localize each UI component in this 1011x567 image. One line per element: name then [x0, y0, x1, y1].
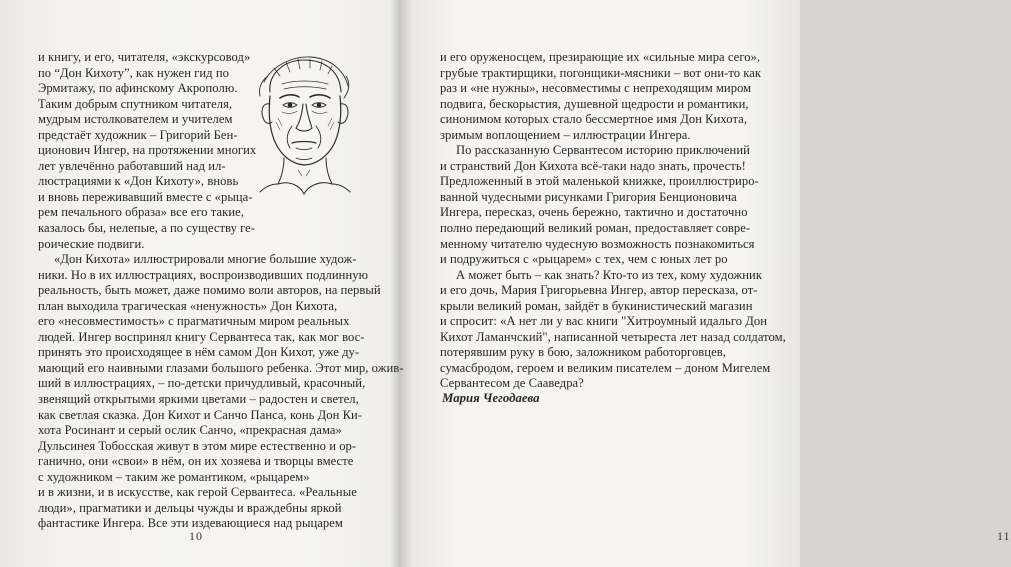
- text-line: лет увлечённо работавший над ил-: [38, 158, 226, 173]
- text-line: хота Росинант и серый ослик Санчо, «прекрасная дама»: [38, 423, 342, 438]
- text-line: казалось бы, нелепые, а по существу ге-: [38, 221, 256, 236]
- text-line: предстаёт художник – Григорий Бен-: [38, 127, 238, 142]
- text-line: Эрмитажу, по афинскому Акрополю.: [38, 81, 238, 96]
- text-line: раз и «не нужны», несовместимы с непреходящим миром: [440, 81, 752, 96]
- text-line: А может быть – как знать? Кто-то из тех, кому художник: [456, 267, 763, 282]
- text-line: план выходила трагическая «ненужность» Дон Кихота,: [38, 298, 338, 313]
- text-line: менному читателю чудесную возможность познакомиться: [440, 236, 755, 251]
- text-line: роические подвиги.: [38, 236, 145, 251]
- text-line: зримым воплощением – иллюстрации Ингера.: [440, 127, 691, 142]
- page-number-right: 11: [997, 529, 1011, 543]
- text-line: люди», прагматики и дельцы чужды и враждебны яркой: [38, 500, 342, 515]
- text-line: рем печального образа» все его такие,: [38, 205, 244, 220]
- right-page: [400, 0, 1011, 567]
- text-line: Сервантесом де Сааведра?: [440, 376, 584, 391]
- text-line: мудрым истолкователем и учителем: [38, 112, 233, 127]
- text-line: людей. Ингер воспринял книгу Сервантеса так, как мог вос-: [38, 329, 365, 344]
- text-line: ционович Ингер, на протяжении многих: [38, 143, 257, 158]
- text-line: и его оруженосцем, презирающие их «сильные мира сего»,: [440, 50, 761, 64]
- text-line: ганично, они «свои» в нём, он их хозяева и творцы вместе: [38, 454, 354, 469]
- text-line: полно передающий великий роман, предоставляет совре-: [440, 221, 751, 236]
- left-page: [0, 0, 404, 567]
- text-line: и вновь переживавший вместе с «рыца-: [38, 189, 253, 204]
- text-line: крыли великий роман, зайдёт в букинистический магазин: [440, 298, 753, 313]
- portrait-sketch-icon: [240, 52, 365, 197]
- text-line: ванной чудесными рисунками Григория Бенционовича: [440, 189, 737, 204]
- text-line: Предложенный в этой маленькой книжке, проиллюстриро-: [440, 174, 759, 189]
- text-line: и подружиться с «рыцарем» с тех, чем с юных лет ро: [440, 252, 728, 267]
- text-line: Таким добрым спутником читателя,: [38, 96, 233, 111]
- text-line: и в жизни, и в искусстве, как герой Сервантеса. «Реальные: [38, 485, 357, 500]
- text-line: принять это происходящее в нём самом Дон Кихот, уже ду-: [38, 345, 360, 360]
- text-line: мающий его наивными глазами большого ребенка. Этот мир, ожив-: [38, 360, 404, 375]
- text-line: и странствий Дон Кихота всё-таки надо знать, прочесть!: [440, 158, 746, 173]
- text-line: ники. Но в их иллюстрациях, воспроизводивших подлинную: [38, 267, 369, 282]
- text-line: подвига, бескорыстия, душевной щедрости и романтики,: [440, 96, 749, 111]
- text-line: звенящий открытыми яркими цветами – радостен и светел,: [38, 392, 359, 407]
- author-signature: Мария Чегодаева: [442, 391, 540, 405]
- text-line: и его дочь, Мария Григорьевна Ингер, автор пересказа, от-: [440, 283, 758, 298]
- text-line: Кихот Ламанчский", написанной четыреста лет назад солдатом,: [440, 329, 786, 344]
- text-line: реальность, быть может, даже помимо воли авторов, на первый: [38, 283, 381, 298]
- text-line: ший в иллюстрациях, – по-детски причудливый, красочный,: [38, 376, 366, 391]
- right-page-text: [440, 50, 786, 392]
- text-line: потерявшим руку в бою, заложником работорговцев,: [440, 345, 726, 360]
- text-line: По рассказанную Сервантесом историю приключений: [456, 143, 750, 158]
- text-line: Ингера, пересказ, очень бережно, тактично и достаточно: [440, 205, 748, 220]
- text-line: по “Дон Кихоту”, как нужен гид по: [38, 65, 229, 80]
- text-line: и спросит: «А нет ли у вас книги "Хитроумный идальго Дон: [440, 314, 768, 329]
- text-line: грубые трактирщики, погонщики-мясники – вот они-то как: [440, 65, 762, 80]
- text-line: сумасбродом, героем и великим писателем – доном Мигелем: [440, 360, 771, 375]
- text-line: синонимом которых стало бессмертное имя Дон Кихота,: [440, 112, 748, 127]
- text-line: «Дон Кихота» иллюстрировали многие большие худож-: [54, 252, 357, 267]
- page-number-left: 10: [189, 529, 203, 543]
- text-line: Дульсинея Тобосская живут в этом мире естественно и ор-: [38, 438, 357, 453]
- text-line: люстрациями к «Дон Кихоту», вновь: [38, 174, 239, 189]
- text-line: фантастике Ингера. Все эти издевающиеся над рыцарем: [38, 516, 343, 531]
- text-line: с художником – таким же романтиком, «рыцарем»: [38, 469, 310, 484]
- text-line: его «несовместимость» с прагматичным миром реальных: [38, 314, 350, 329]
- text-line: как светлая сказка. Дон Кихот и Санчо Панса, конь Дон Ки-: [38, 407, 363, 422]
- text-line: и книгу, и его, читателя, «экскурсовод»: [38, 50, 251, 64]
